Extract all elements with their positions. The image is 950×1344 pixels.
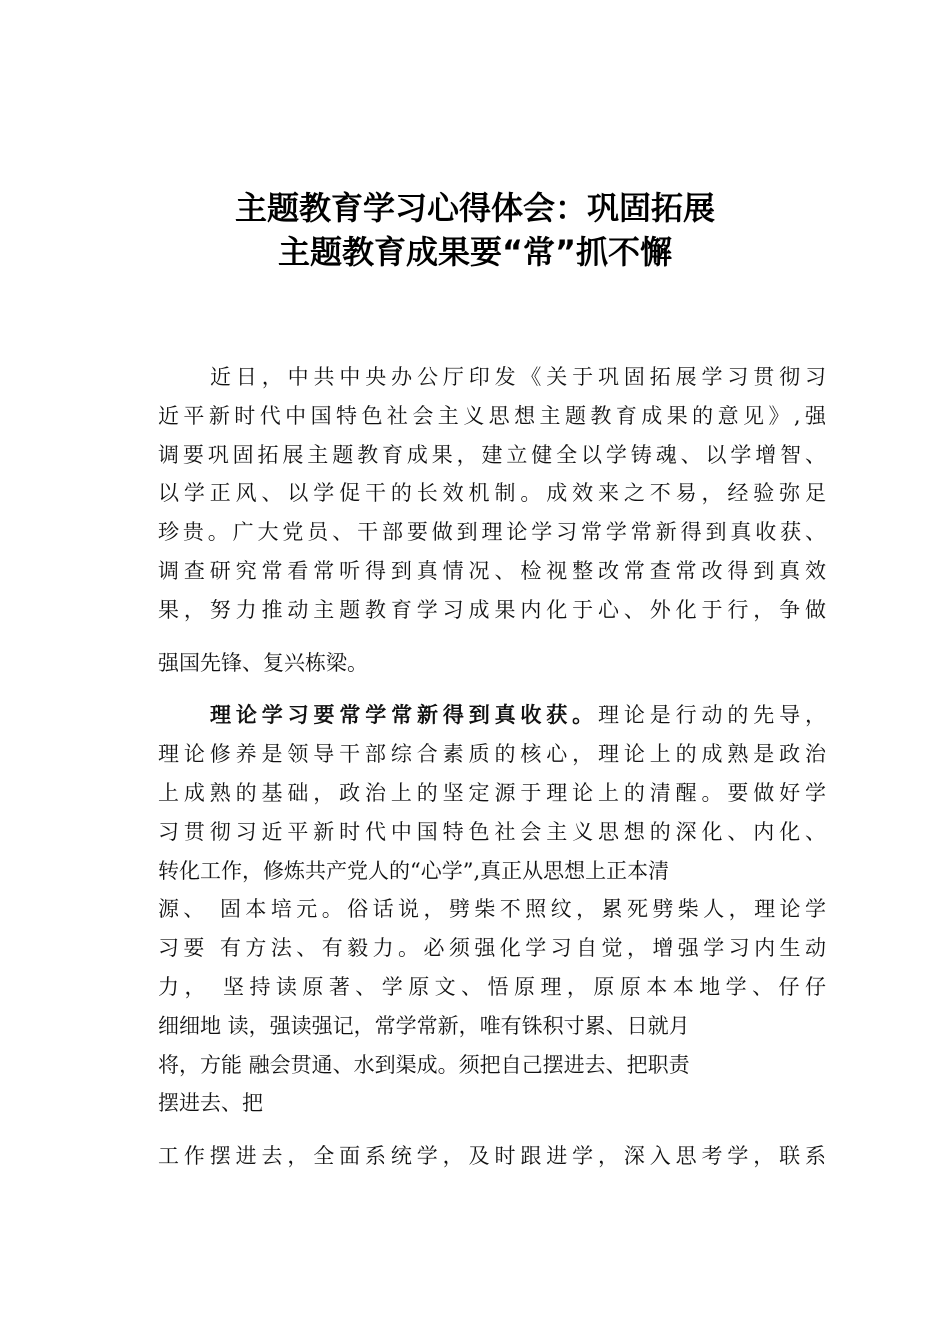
text-line: 习贯彻习近平新时代中国特色社会主义思想的深化、内化、	[158, 819, 826, 844]
text-line: 摆进去、把	[158, 1091, 263, 1116]
text-line: 上成熟的基础，政治上的坚定源于理论上的清醒。要做好学	[158, 780, 826, 805]
document-title	[100, 186, 850, 274]
title-line-1: 主题教育学习心得体会：巩固拓展	[234, 189, 715, 227]
text-line: 工作摆进去，全面系统学，及时跟进学，深入思考学，联系	[158, 1144, 826, 1169]
text-line: 近日，中共中央办公厅印发《关于巩固拓展学习贯彻习	[210, 365, 826, 389]
text-line: 源、 固本培元。俗话说，劈柴不照纹，累死劈柴人，理论学	[158, 897, 826, 922]
text-line: 力， 坚持读原著、学原文、悟原理，原原本本地学、仔仔	[158, 974, 826, 999]
document-body	[158, 358, 826, 1176]
paragraph-intro	[158, 358, 826, 682]
text-line: 将，方能 融会贯通、水到渠成。须把自己摆进去、把职责	[158, 1052, 690, 1077]
text-line: 近平新时代中国特色社会主义思想主题教育成果的意见》,强	[158, 403, 826, 428]
text-line: 调查研究常看常听得到真情况、检视整改常查常改得到真效	[158, 558, 826, 583]
paragraph-continuation	[158, 1137, 826, 1176]
title-line-2: 主题教育成果要“常”抓不懈	[277, 233, 673, 271]
text-line: 理论修养是领导干部综合素质的核心，理论上的成熟是政治	[158, 742, 826, 767]
text-line: 果，努力推动主题教育学习成果内化于心、外化于行，争做	[158, 597, 826, 622]
text-line: 细细地 读，强读强记，常学常新，唯有铢积寸累、日就月	[158, 1013, 690, 1038]
text-line: 转化工作，修炼共产党人的“心学”,真正从思想上正本清	[158, 858, 670, 883]
paragraph-theory-study	[158, 696, 826, 1123]
text-line: 调要巩固拓展主题教育成果，建立健全以学铸魂、以学增智、	[158, 442, 826, 467]
paragraph-first-line	[158, 696, 826, 735]
text-line: 以学正风、以学促干的长效机制。成效来之不易，经验弥足	[158, 481, 826, 506]
text-line: 习要 有方法、有毅力。必须强化学习自觉，增强学习内生动	[158, 936, 826, 961]
text-line: 珍贵。广大党员、干部要做到理论学习常学常新得到真收获、	[158, 520, 826, 545]
paragraph-heading: 理论学习要常学常新得到真收获。	[210, 702, 599, 728]
text-line: 强国先锋、复兴栋梁。	[158, 650, 368, 675]
text-span: 理论是行动的先导，	[598, 703, 826, 728]
